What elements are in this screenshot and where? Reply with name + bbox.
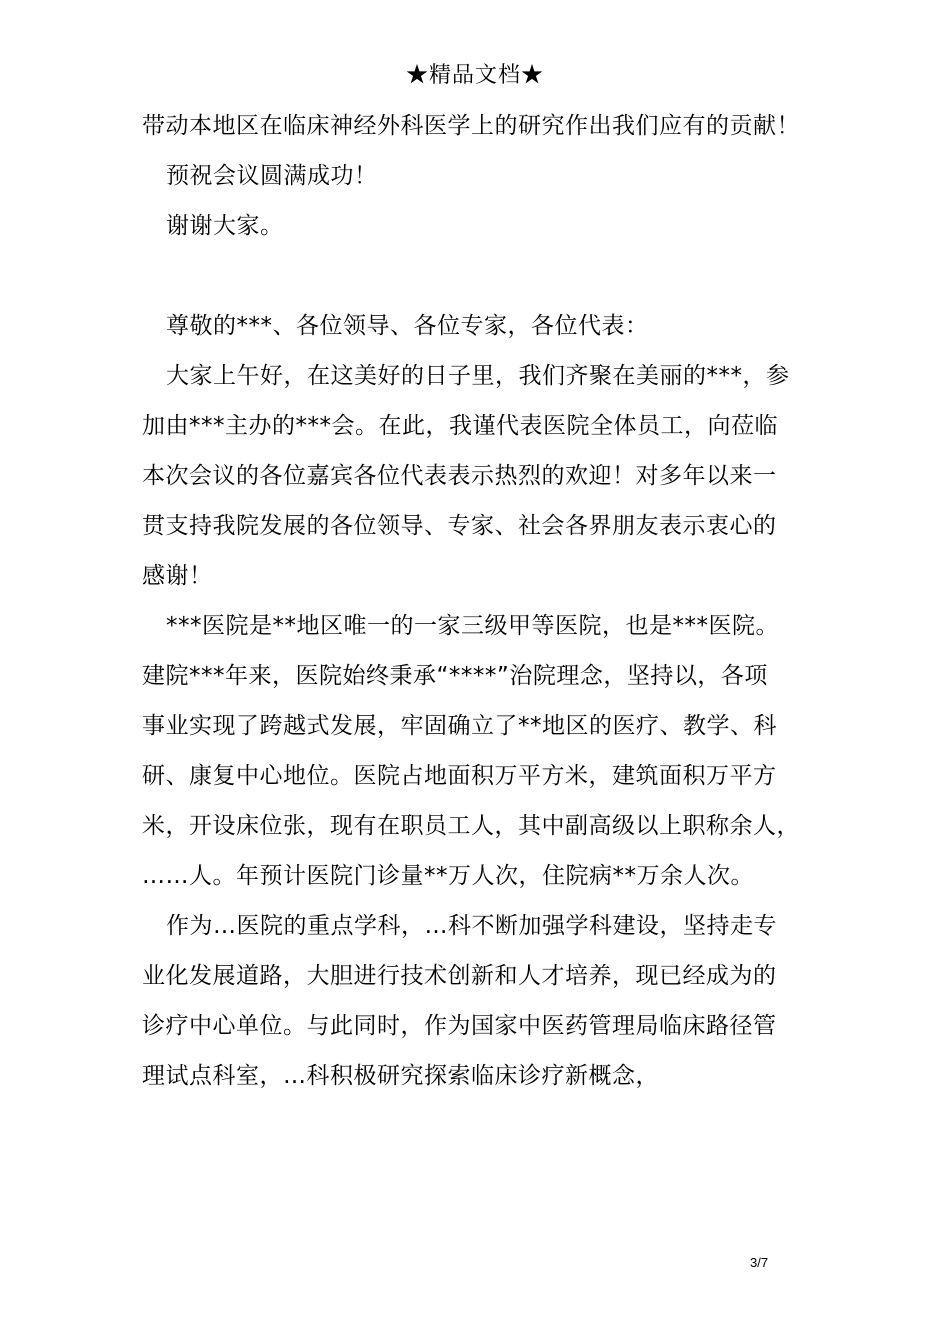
text-line: ……人。年预计医院门诊量**万人次，住院病**万余人次。: [142, 863, 754, 889]
salutation-line: 尊敬的***、各位领导、各位专家，各位代表：: [166, 313, 649, 339]
text-line: 研、康复中心地位。医院占地面积万平方米，建筑面积万平方: [142, 763, 777, 789]
page-number: 3/7: [750, 1255, 769, 1270]
text-line: 米，开设床位张，现有在职员工人，其中副高级以上职称余人，: [142, 813, 800, 839]
text-line: 建院***年来，医院始终秉承“****”治院理念，坚持以，各项: [142, 663, 768, 689]
document-header: ★精品文档★: [405, 63, 544, 88]
text-line: 作为…医院的重点学科，…科不断加强学科建设，坚持走专: [166, 913, 777, 939]
text-line: 大家上午好，在这美好的日子里，我们齐聚在美丽的***，参: [166, 363, 790, 389]
text-line: 事业实现了跨越式发展，牢固确立了**地区的医疗、教学、科: [142, 713, 777, 739]
document-body: [142, 106, 842, 1096]
text-line: 理试点科室，…科积极研究探索临床诊疗新概念，: [142, 1063, 659, 1089]
text-line: 感谢！: [142, 563, 213, 589]
text-line: 带动本地区在临床神经外科医学上的研究作出我们应有的贡献！: [142, 113, 800, 139]
text-line: 贯支持我院发展的各位领导、专家、社会各界朋友表示衷心的: [142, 513, 777, 539]
text-line: 谢谢大家。: [166, 213, 284, 239]
text-line: 本次会议的各位嘉宾各位代表表示热烈的欢迎！对多年以来一: [142, 463, 777, 489]
text-line: ***医院是**地区唯一的一家三级甲等医院，也是***医院。: [166, 613, 779, 639]
text-line: 预祝会议圆满成功！: [166, 163, 378, 189]
text-line: 诊疗中心单位。与此同时，作为国家中医药管理局临床路径管: [142, 1013, 777, 1039]
text-line: 加由***主办的***会。在此，我谨代表医院全体员工，向莅临: [142, 413, 778, 439]
text-line: 业化发展道路，大胆进行技术创新和人才培养，现已经成为的: [142, 963, 777, 989]
